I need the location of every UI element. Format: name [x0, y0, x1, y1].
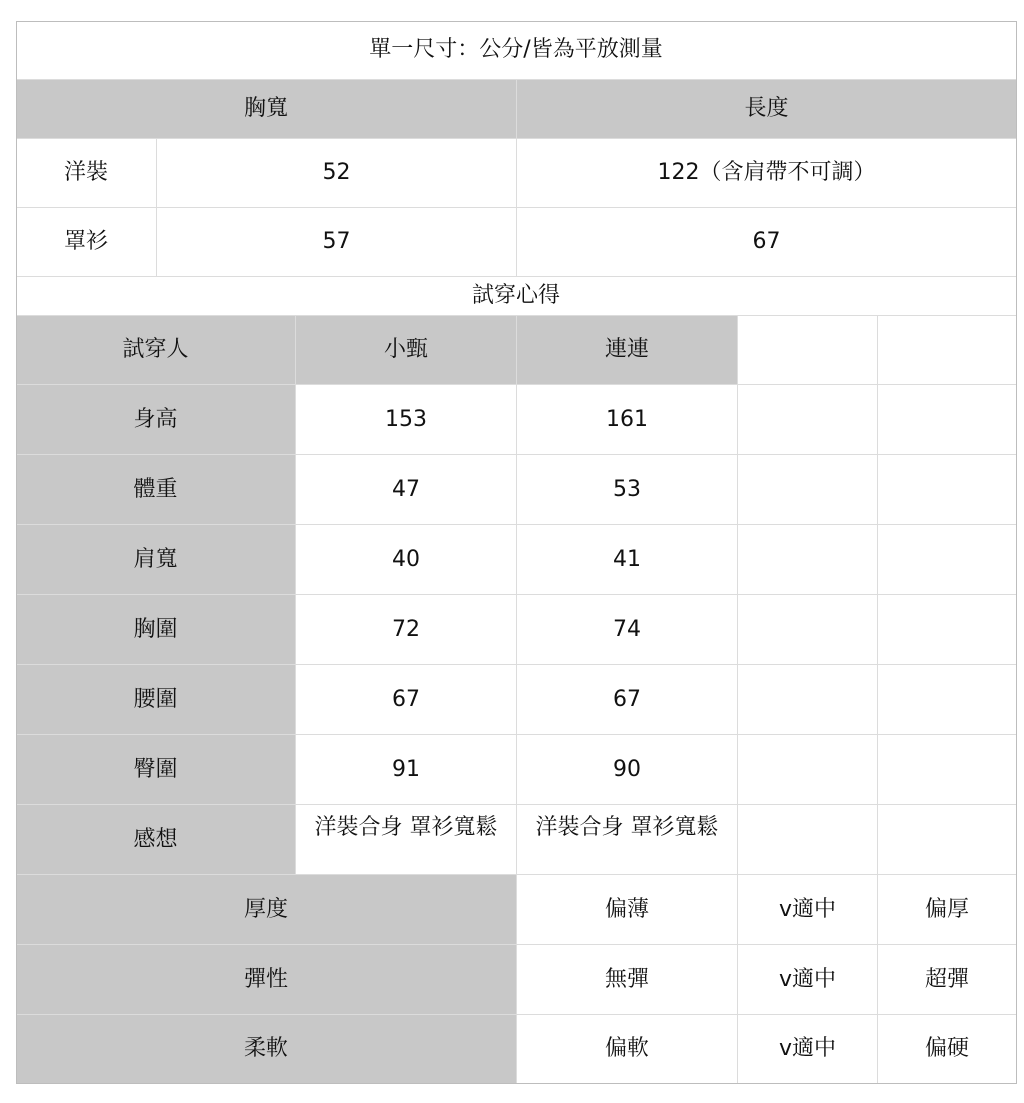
fitting-empty-cell: [738, 385, 878, 455]
table-title: 單一尺寸：公分/皆為平放測量: [16, 21, 1017, 80]
fitting-empty-cell: [878, 385, 1017, 455]
fitting-empty-cell: [738, 665, 878, 735]
fitting-p2-weight: 53: [517, 455, 738, 525]
fitting-header-person1: 小甄: [296, 316, 517, 385]
fitting-label-height: 身高: [16, 385, 296, 455]
fitting-p1-hip: 91: [296, 735, 517, 805]
fitting-header-person2: 連連: [517, 316, 738, 385]
fitting-title: 試穿心得: [16, 277, 1017, 316]
fitting-label-shoulder: 肩寬: [16, 525, 296, 595]
attr-softness-opt2: v適中: [738, 1015, 878, 1084]
fitting-p1-bust: 72: [296, 595, 517, 665]
attr-softness-opt1: 偏軟: [517, 1015, 738, 1084]
fitting-empty-cell: [878, 595, 1017, 665]
fitting-label-weight: 體重: [16, 455, 296, 525]
size-item-dress: 洋裝: [16, 139, 157, 208]
fitting-label-bust: 胸圍: [16, 595, 296, 665]
fitting-p2-shoulder: 41: [517, 525, 738, 595]
fitting-header-label: 試穿人: [16, 316, 296, 385]
size-chest-blouse: 57: [157, 208, 517, 277]
attr-elasticity-opt2: v適中: [738, 945, 878, 1015]
attr-thickness-opt1: 偏薄: [517, 875, 738, 945]
attr-thickness-opt2: v適中: [738, 875, 878, 945]
attr-label-softness: 柔軟: [16, 1015, 517, 1084]
header-length: 長度: [517, 80, 1017, 139]
fitting-header-empty-1: [738, 316, 878, 385]
fitting-empty-cell: [738, 805, 878, 875]
fitting-p2-waist: 67: [517, 665, 738, 735]
fitting-p2-comment: 洋裝合身 罩衫寬鬆: [517, 805, 738, 875]
fitting-p1-height: 153: [296, 385, 517, 455]
fitting-empty-cell: [738, 455, 878, 525]
fitting-p1-comment: 洋裝合身 罩衫寬鬆: [296, 805, 517, 875]
attr-label-thickness: 厚度: [16, 875, 517, 945]
header-chest: 胸寬: [16, 80, 517, 139]
fitting-p2-bust: 74: [517, 595, 738, 665]
fitting-empty-cell: [738, 595, 878, 665]
attr-label-elasticity: 彈性: [16, 945, 517, 1015]
attr-elasticity-opt1: 無彈: [517, 945, 738, 1015]
attr-softness-opt3: 偏硬: [878, 1015, 1017, 1084]
fitting-p2-height: 161: [517, 385, 738, 455]
fitting-p1-weight: 47: [296, 455, 517, 525]
size-chest-dress: 52: [157, 139, 517, 208]
fitting-header-empty-2: [878, 316, 1017, 385]
size-length-dress: 122（含肩帶不可調）: [517, 139, 1017, 208]
size-length-blouse: 67: [517, 208, 1017, 277]
fitting-empty-cell: [878, 805, 1017, 875]
fitting-empty-cell: [878, 735, 1017, 805]
fitting-empty-cell: [878, 455, 1017, 525]
fitting-p2-hip: 90: [517, 735, 738, 805]
fitting-label-hip: 臀圍: [16, 735, 296, 805]
attr-thickness-opt3: 偏厚: [878, 875, 1017, 945]
fitting-p1-shoulder: 40: [296, 525, 517, 595]
fitting-empty-cell: [738, 735, 878, 805]
size-item-blouse: 罩衫: [16, 208, 157, 277]
attr-elasticity-opt3: 超彈: [878, 945, 1017, 1015]
fitting-empty-cell: [738, 525, 878, 595]
size-chart-table: [16, 21, 1017, 1084]
fitting-label-waist: 腰圍: [16, 665, 296, 735]
fitting-empty-cell: [878, 665, 1017, 735]
fitting-p1-waist: 67: [296, 665, 517, 735]
fitting-label-comment: 感想: [16, 805, 296, 875]
fitting-empty-cell: [878, 525, 1017, 595]
